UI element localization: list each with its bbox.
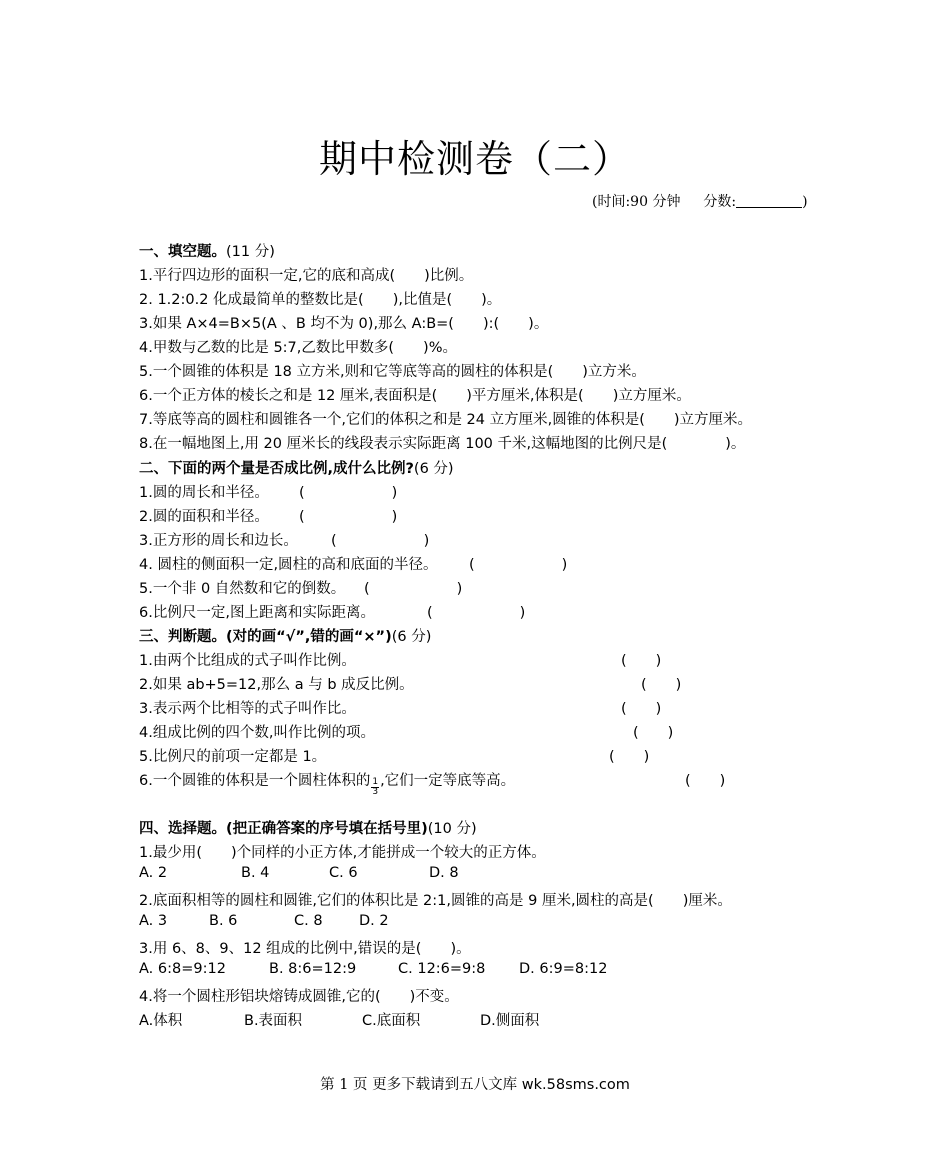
s3-answer-1: ( ) <box>621 653 662 669</box>
section-4-heading <box>139 817 477 838</box>
s1-item-3: 3.如果 A×4=B×5(A 、B 均不为 0),那么 A:B=( ):( )。 <box>139 316 549 332</box>
s1-item-1: 1.平行四边形的面积一定,它的底和高成( )比例。 <box>139 268 474 284</box>
s3-answer-4: ( ) <box>633 725 674 741</box>
s4-question-2: 2.底面积相等的圆柱和圆锥,它们的体积比是 2:1,圆锥的高是 9 厘米,圆柱的高是( )厘米。 <box>139 893 732 909</box>
score-label: 分数: <box>703 194 737 210</box>
option: C. 8 <box>294 913 323 929</box>
s2-answer-6: ( ) <box>427 605 526 621</box>
option: D. 6:9=8:12 <box>519 961 608 977</box>
s3-item-4: 4.组成比例的四个数,叫作比例的项。 <box>139 725 375 741</box>
s2-answer-3: ( ) <box>331 533 430 549</box>
page-title: 期中检测卷（二） <box>318 137 631 181</box>
s4-question-1-options <box>139 865 459 881</box>
s4-question-4-options <box>139 1009 539 1030</box>
fraction <box>371 778 379 797</box>
s3-item-6-text-end: ,它们一定等底等高。 <box>380 773 516 789</box>
s2-item-4: 4. 圆柱的侧面积一定,圆柱的高和底面的半径。 <box>139 557 438 573</box>
s1-item-4: 4.甲数与乙数的比是 5:7,乙数比甲数多( )%。 <box>139 340 457 356</box>
s1-item-8: 8.在一幅地图上,用 20 厘米长的线段表示实际距离 100 千米,这幅地图的比例尺是( )。 <box>139 436 746 452</box>
s2-answer-2: ( ) <box>299 509 398 525</box>
option: B. 8:6=12:9 <box>269 961 357 977</box>
s4-question-2-options <box>139 913 389 929</box>
s2-item-3: 3.正方形的周长和边长。 <box>139 533 298 549</box>
s3-answer-5: ( ) <box>609 749 650 765</box>
s2-item-1: 1.圆的周长和半径。 <box>139 485 269 501</box>
s4-question-3-options <box>139 961 607 977</box>
s2-item-2: 2.圆的面积和半径。 <box>139 509 269 525</box>
option: C. 6 <box>329 865 358 881</box>
section-3-points: (6 分) <box>391 629 432 645</box>
s2-answer-4: ( ) <box>469 557 568 573</box>
option: A. 6:8=9:12 <box>139 961 226 977</box>
s3-answer-3: ( ) <box>621 701 662 717</box>
s3-item-2: 2.如果 ab+5=12,那么 a 与 b 成反比例。 <box>139 677 414 693</box>
option: C. 12:6=9:8 <box>398 961 486 977</box>
s3-item-3: 3.表示两个比相等的式子叫作比。 <box>139 701 356 717</box>
section-3-heading <box>139 625 431 646</box>
time-label: (时间:90 分钟 <box>592 194 681 210</box>
s2-item-5: 5.一个非 0 自然数和它的倒数。 <box>139 581 346 597</box>
s3-item-1: 1.由两个比组成的式子叫作比例。 <box>139 653 356 669</box>
fraction-denominator: 3 <box>372 786 379 797</box>
s1-item-5: 5.一个圆锥的体积是 18 立方米,则和它等底等高的圆柱的体积是( )立方米。 <box>139 364 646 380</box>
s3-item-5: 5.比例尺的前项一定都是 1。 <box>139 749 327 765</box>
option: B.表面积 <box>244 1013 303 1029</box>
s1-item-7: 7.等底等高的圆柱和圆锥各一个,它们的体积之和是 24 立方厘米,圆锥的体积是( )立方厘米。 <box>139 412 753 428</box>
section-1-points: (11 分) <box>226 244 275 260</box>
section-4-points: (10 分) <box>427 821 477 837</box>
section-2-title: 二、下面的两个量是否成比例,成什么比例? <box>139 461 414 477</box>
s3-answer-2: ( ) <box>641 677 682 693</box>
s4-question-4: 4.将一个圆柱形铝块熔铸成圆锥,它的( )不变。 <box>139 989 459 1005</box>
option: B. 6 <box>209 913 238 929</box>
score-blank <box>736 193 802 208</box>
s4-question-3: 3.用 6、8、9、12 组成的比例中,错误的是( )。 <box>139 941 471 957</box>
footer-text: 第 1 页 更多下载请到五八文库 <box>320 1077 518 1093</box>
s3-answer-6: ( ) <box>685 773 726 789</box>
option: A. 2 <box>139 865 168 881</box>
section-1-title: 一、填空题。 <box>139 244 226 260</box>
option: D.侧面积 <box>480 1013 540 1029</box>
s2-answer-5: ( ) <box>364 581 463 597</box>
s2-item-6: 6.比例尺一定,图上距离和实际距离。 <box>139 605 375 621</box>
option: B. 4 <box>241 865 270 881</box>
s3-item-6 <box>139 769 516 797</box>
section-4-title: 四、选择题。(把正确答案的序号填在括号里) <box>139 821 428 837</box>
s3-item-6-text: 6.一个圆锥的体积是一个圆柱体积的 <box>139 773 371 789</box>
s1-item-6: 6.一个正方体的棱长之和是 12 厘米,表面积是( )平方厘米,体积是( )立方厘米。 <box>139 388 691 404</box>
option: D. 2 <box>359 913 389 929</box>
exam-meta <box>592 191 808 211</box>
option: A.体积 <box>139 1013 183 1029</box>
s4-question-1: 1.最少用( )个同样的小正方体,才能拼成一个较大的正方体。 <box>139 845 546 861</box>
page-footer <box>0 1073 950 1094</box>
meta-close: ) <box>802 194 808 210</box>
s1-item-2: 2. 1.2:0.2 化成最简单的整数比是( ),比值是( )。 <box>139 292 502 308</box>
option: A. 3 <box>139 913 168 929</box>
section-2-heading <box>139 457 454 478</box>
footer-link[interactable]: wk.58sms.com <box>521 1077 630 1093</box>
option: C.底面积 <box>362 1013 421 1029</box>
section-2-points: (6 分) <box>413 461 454 477</box>
fraction-numerator: 1 <box>372 776 379 787</box>
section-3-title: 三、判断题。(对的画“√”,错的画“×”) <box>139 629 392 645</box>
section-1-heading <box>139 240 275 261</box>
s2-answer-1: ( ) <box>299 485 398 501</box>
option: D. 8 <box>429 865 459 881</box>
